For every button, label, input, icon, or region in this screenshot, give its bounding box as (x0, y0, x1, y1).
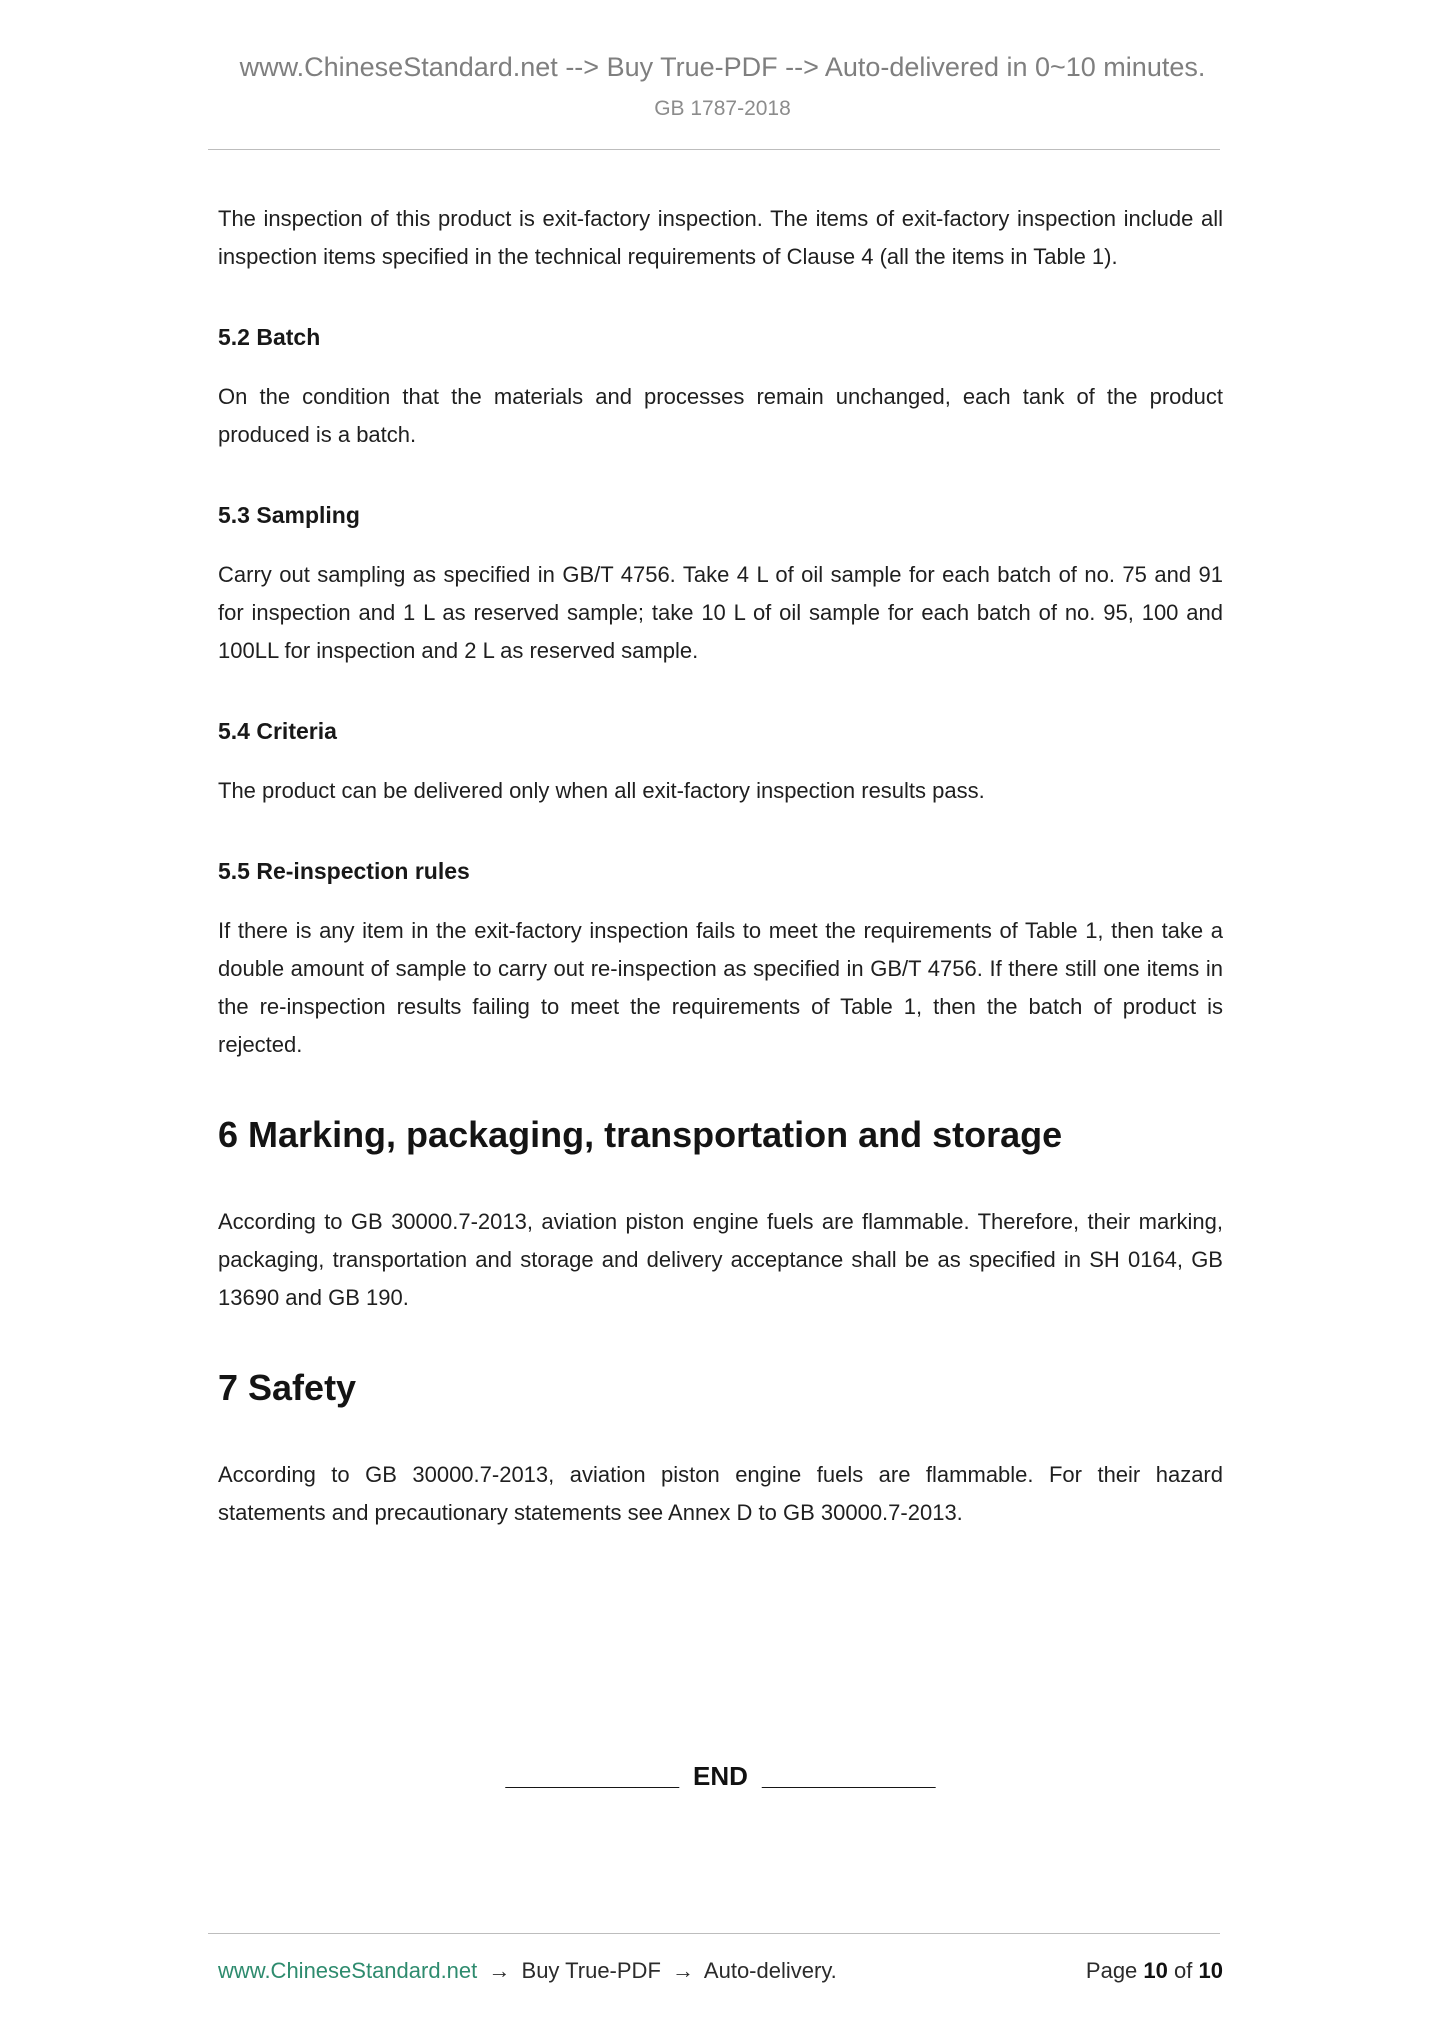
end-line-left: ____________ (505, 1761, 680, 1791)
chapter-heading-6: 6 Marking, packaging, transportation and storage (218, 1114, 1063, 1155)
page-header (0, 0, 1445, 150)
arrow-right-icon: → (672, 1958, 695, 1983)
footer-row (0, 1958, 1445, 2044)
end-label: END (693, 1761, 748, 1791)
document-content (0, 150, 1445, 1795)
footer-site-link[interactable]: www.ChineseStandard.net (218, 1958, 478, 1983)
footer-divider (208, 1933, 1220, 1934)
header-doc-number: GB 1787-2018 (654, 97, 791, 120)
end-mark (218, 1757, 1223, 1795)
paragraph-criteria: The product can be delivered only when all exit-factory inspection results pass. (218, 778, 985, 803)
of-label: of (1174, 1958, 1193, 1983)
paragraph-exit-factory: The inspection of this product is exit-factory inspection. The items of exit-factory inspection include all inspection items specified in the technical requirements of Clause 4 (all the items in Table 1). (218, 206, 1223, 269)
end-line-right: ____________ (761, 1761, 936, 1791)
header-tagline: www.ChineseStandard.net --> Buy True-PDF --> Auto-delivered in 0~10 minutes. (239, 52, 1206, 82)
page-label: Page (1085, 1958, 1138, 1983)
chapter-heading-7: 7 Safety (218, 1367, 357, 1408)
page-total: 10 (1198, 1958, 1223, 1983)
section-heading-5-5: 5.5 Re-inspection rules (218, 858, 470, 884)
footer-left (218, 1958, 837, 1984)
footer-page-indicator (1086, 1958, 1223, 1984)
arrow-right-icon: → (488, 1958, 511, 1983)
page-current: 10 (1143, 1958, 1168, 1983)
page-footer (0, 1933, 1445, 2044)
section-heading-5-2: 5.2 Batch (218, 324, 321, 350)
paragraph-batch: On the condition that the materials and processes remain unchanged, each tank of the product produced is a batch. (218, 384, 1223, 447)
section-heading-5-4: 5.4 Criteria (218, 718, 337, 744)
paragraph-marking: According to GB 30000.7-2013, aviation piston engine fuels are flammable. Therefore, their marking, packaging, transportation and storage and delivery acceptance shall be as specified in SH 0164, GB 13690 and GB 190. (218, 1209, 1223, 1310)
paragraph-sampling: Carry out sampling as specified in GB/T 4756. Take 4 L of oil sample for each batch of no. 75 and 91 for inspection and 1 L as reserved sample; take 10 L of oil sample for each batch of no. 95, 100 and 100LL for inspection and 2 L as reserved sample. (218, 562, 1223, 663)
paragraph-reinspection: If there is any item in the exit-factory inspection fails to meet the requirements of Table 1, then take a double amount of sample to carry out re-inspection as specified in GB/T 4756. If there still one items in the re-inspection results failing to meet the requirements of Table 1, then the batch of product is rejected. (218, 918, 1223, 1057)
footer-delivery-text: Auto-delivery. (703, 1958, 837, 1983)
section-heading-5-3: 5.3 Sampling (218, 502, 360, 528)
footer-buy-text: Buy True-PDF (521, 1958, 661, 1983)
paragraph-safety: According to GB 30000.7-2013, aviation piston engine fuels are flammable. For their hazard statements and precautionary statements see Annex D to GB 30000.7-2013. (218, 1462, 1223, 1525)
